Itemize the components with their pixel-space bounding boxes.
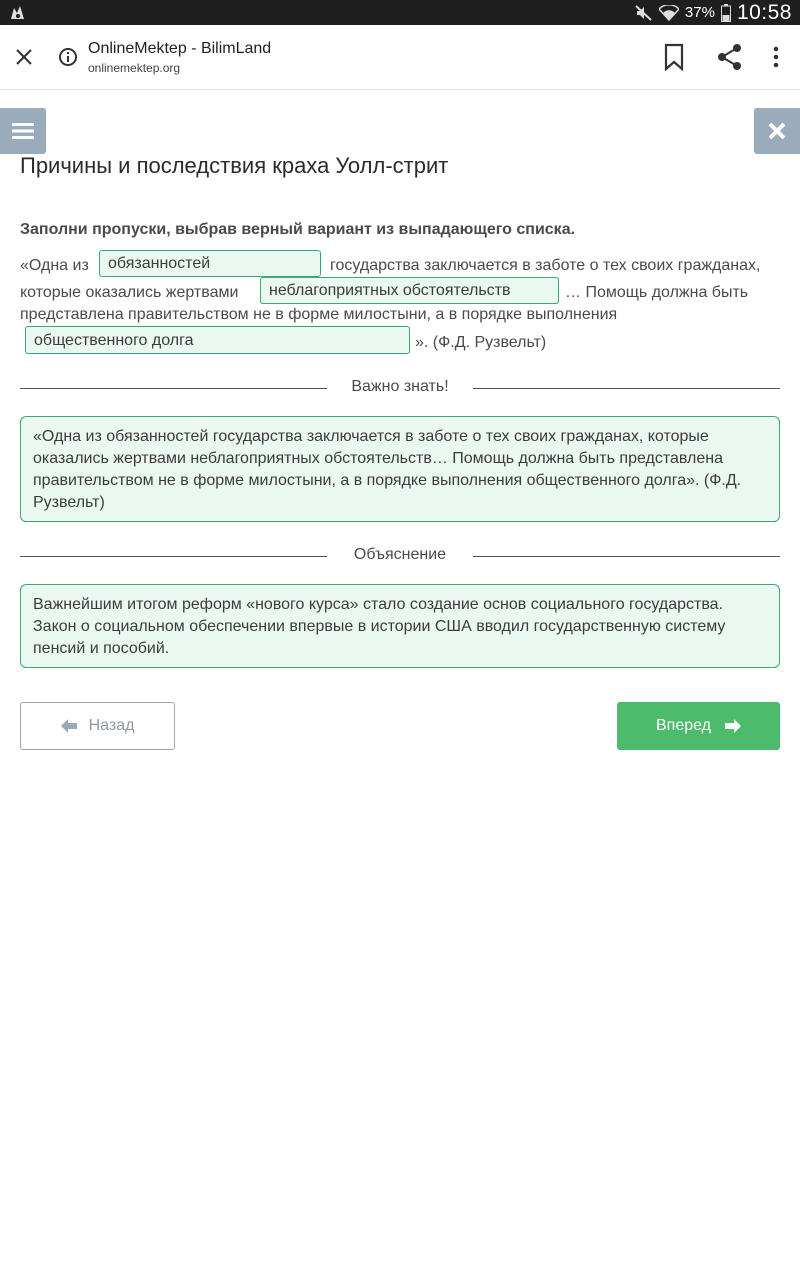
clock: 10:58 — [736, 0, 792, 24]
hamburger-icon — [11, 121, 35, 141]
battery-percent: 37% — [684, 4, 715, 21]
site-url: onlinemektep.org — [88, 61, 181, 75]
more-vert-icon[interactable] — [766, 43, 786, 71]
explanation-label: Объяснение — [353, 546, 447, 563]
arrow-left-icon — [61, 719, 77, 733]
important-box: «Одна из обязанностей государства заключается в заботе о тех своих гражданах, которые оказались жертвами неблагоприятных обстоятельств… Помощь должна быть представлена правительством не в форме милостыни, а в порядке выполнения общественного долга». (Ф.Д. Рузвельт) — [20, 416, 780, 522]
close-lesson-button[interactable] — [754, 108, 800, 154]
site-title: OnlineMektep - BilimLand — [88, 40, 272, 57]
exercise-text-3: которые оказались жертвами — [20, 284, 239, 301]
explanation-box: Важнейшим итогом реформ «нового курса» стало создание основ социального государства. Закон о социальном обеспечении впервые в истории США вводил государственную систему пенсий и пособий. — [20, 584, 780, 668]
bookmark-icon[interactable] — [662, 43, 686, 71]
wifi-icon — [659, 5, 679, 21]
back-button-label: Назад — [88, 717, 135, 734]
explanation-divider — [20, 546, 780, 566]
exercise-text-4: … Помощь должна быть — [565, 284, 749, 301]
blank-dropdown-2[interactable]: неблагоприятных обстоятельств — [260, 277, 559, 304]
close-tab-icon[interactable] — [14, 47, 34, 67]
important-label: Важно знать! — [351, 378, 449, 395]
battery-icon — [721, 4, 731, 22]
close-icon — [767, 121, 787, 141]
info-icon[interactable] — [58, 47, 78, 67]
important-divider — [20, 378, 780, 398]
page-title: Причины и последствия краха Уолл-стрит — [20, 153, 449, 178]
blank-dropdown-3[interactable]: общественного долга — [25, 326, 410, 354]
share-icon[interactable] — [716, 43, 744, 71]
back-button[interactable] — [20, 702, 175, 750]
notification-icon — [8, 4, 28, 21]
next-button-label: Вперед — [655, 717, 711, 734]
task-instruction: Заполни пропуски, выбрав верный вариант из выпадающего списка. — [20, 221, 576, 238]
status-bar — [0, 0, 800, 25]
browser-toolbar — [0, 25, 800, 90]
mute-icon — [635, 5, 653, 21]
blank-dropdown-1[interactable]: обязанностей — [99, 250, 321, 277]
exercise-text-6: ». (Ф.Д. Рузвельт) — [415, 334, 547, 351]
exercise-text-2: государства заключается в заботе о тех своих гражданах, — [330, 257, 761, 274]
next-button[interactable] — [617, 702, 780, 750]
exercise-text-1: «Одна из — [20, 257, 89, 274]
arrow-right-icon — [725, 719, 741, 733]
menu-button[interactable] — [0, 108, 46, 154]
exercise-text-5: представлена правительством не в форме милостыни, а в порядке выполнения — [20, 306, 618, 323]
